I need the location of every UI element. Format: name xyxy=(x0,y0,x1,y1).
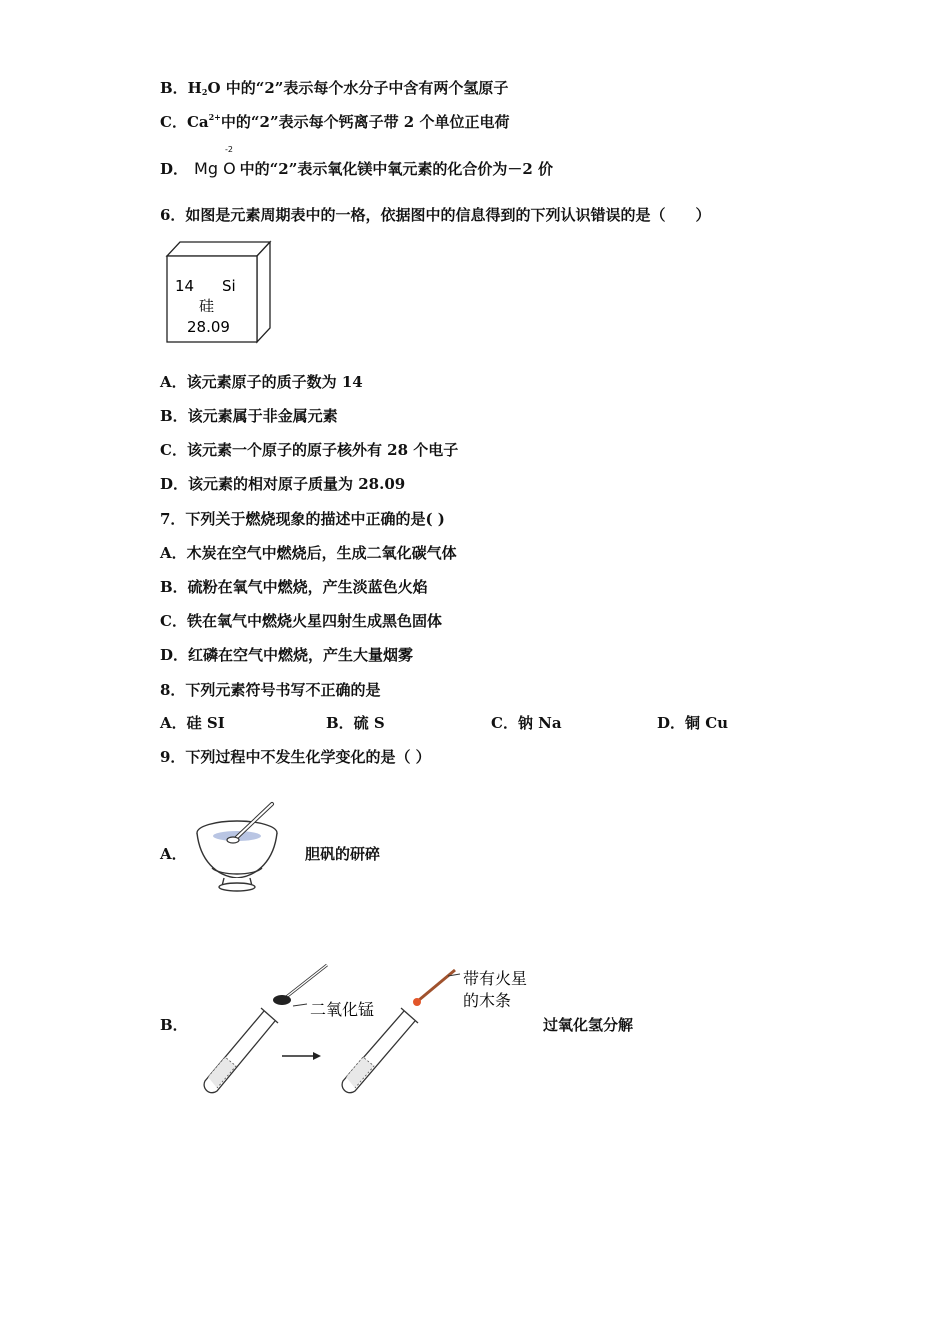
q7-option-a: A．木炭在空气中燃烧后，生成二氧化碳气体 xyxy=(160,544,457,562)
splint-label-line1: 带有火星 xyxy=(463,969,528,988)
mortar-pestle-figure xyxy=(190,798,290,898)
q8-option-b: B．硫 S xyxy=(326,714,385,732)
element-symbol: Si xyxy=(222,277,236,295)
q8-option-a: A．硅 SI xyxy=(160,714,225,732)
q9-option-a-text: 胆矾的研碎 xyxy=(305,845,381,863)
q8-option-c: C．钠 Na xyxy=(491,714,562,732)
q6-option-b: B．该元素属于非金属元素 xyxy=(160,407,338,425)
q9-option-b-text: 过氧化氢分解 xyxy=(543,1016,634,1034)
pestle-head xyxy=(227,837,239,843)
q9-option-b-label: B． xyxy=(160,1016,188,1034)
q7-stem: 7．下列关于燃烧现象的描述中正确的是( ) xyxy=(160,510,445,528)
cell-top-face xyxy=(167,242,270,256)
q7-option-d: D．红磷在空气中燃烧，产生大量烟雾 xyxy=(160,646,414,664)
mno2-powder xyxy=(273,995,291,1005)
q6-option-c: C．该元素一个原子的原子核外有 28 个电子 xyxy=(160,441,459,459)
q5-option-b: B．$H_2O$ 中的“2”表示每个水分子中含有两个氢原子 xyxy=(160,79,509,97)
q6-option-a: A．该元素原子的质子数为 14 xyxy=(160,373,363,391)
test-tube-right xyxy=(342,1008,418,1093)
q5-option-d: D． Mg O -2 中的“2”表示氧化镁中氧元素的化合价为－2 价 xyxy=(160,145,554,178)
q6-stem: 6．如图是元素周期表中的一格，依据图中的信息得到的下列认识错误的是（ ） xyxy=(160,206,711,224)
mortar-base xyxy=(219,883,255,891)
q8-stem: 8．下列元素符号书写不正确的是 xyxy=(160,681,381,699)
mno2-label: 二氧化锰 xyxy=(310,1000,375,1019)
atomic-mass: 28.09 xyxy=(187,318,230,336)
arrow-right xyxy=(282,1052,321,1060)
h2o2-decomposition-figure xyxy=(185,960,555,1095)
cell-side-face xyxy=(257,242,270,342)
q7-option-c: C．铁在氧气中燃烧火星四射生成黑色固体 xyxy=(160,612,442,630)
periodic-cell-figure xyxy=(160,238,275,348)
mgo-formula: Mg O -2 xyxy=(194,145,236,178)
valence-mark: -2 xyxy=(225,145,233,154)
splint-label-line2: 的木条 xyxy=(463,991,512,1010)
q5-option-c: C．$Ca^{2+}$中的“2”表示每个钙离子带 2 个单位正电荷 xyxy=(160,112,510,131)
test-tube-left xyxy=(204,1008,278,1093)
atomic-number: 14 xyxy=(175,277,195,295)
q9-option-a-label: A． xyxy=(160,845,187,863)
ember xyxy=(413,998,421,1006)
q9-stem: 9．下列过程中不发生化学变化的是（ ） xyxy=(160,748,431,766)
q7-option-b: B．硫粉在氧气中燃烧，产生淡蓝色火焰 xyxy=(160,578,428,596)
q8-option-d: D．铜 Cu xyxy=(657,714,729,732)
spoon-with-mno2 xyxy=(273,965,327,1005)
element-name: 硅 xyxy=(199,297,215,315)
q6-option-d: D．该元素的相对原子质量为 28.09 xyxy=(160,475,406,493)
label-leader-mno2 xyxy=(293,1004,307,1006)
